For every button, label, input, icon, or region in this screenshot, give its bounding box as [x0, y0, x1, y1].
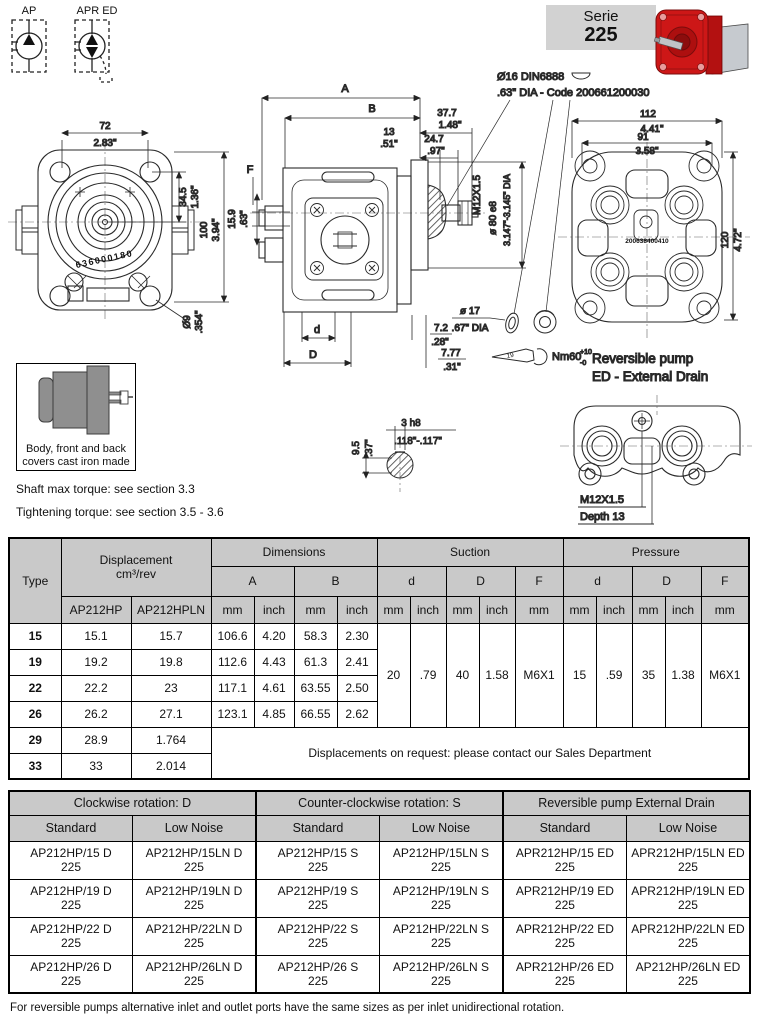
dim-label: ø 17 — [459, 306, 481, 317]
model-series: 225 — [307, 973, 328, 988]
table-row — [9, 841, 750, 879]
unit-header: mm — [294, 596, 337, 623]
dim-label: 112 — [640, 109, 656, 120]
model-cell — [132, 841, 255, 879]
dim-label: 2.83" — [93, 138, 117, 149]
table-cell: 22.2 — [61, 675, 131, 701]
col-header-low-noise: Low Noise — [379, 815, 503, 841]
model-cell — [626, 955, 750, 993]
pump-product-image — [650, 2, 755, 80]
model-series: 225 — [307, 898, 328, 912]
table-cell: 61.3 — [294, 649, 337, 675]
model-cell — [9, 879, 132, 917]
model-cell — [9, 917, 132, 955]
col-header-suction: Suction — [377, 538, 563, 566]
dim-label: .97" — [427, 146, 445, 157]
series-label: Serie — [583, 8, 619, 25]
unit-header: inch — [596, 596, 632, 623]
dim-label: 34.5 — [178, 187, 189, 207]
model-series: 225 — [183, 898, 204, 912]
unit-header: mm — [632, 596, 665, 623]
dim-label: 91 — [637, 132, 649, 143]
col-header-standard: Standard — [503, 815, 626, 841]
apr-ed-symbol — [75, 5, 118, 82]
series-badge — [546, 5, 656, 50]
unit-header: inch — [410, 596, 446, 623]
unit-header: mm — [515, 596, 563, 623]
washer-icon — [490, 312, 520, 334]
dim-label: 15.9 — [227, 209, 238, 229]
dim-label: .37" — [364, 439, 375, 457]
unit-header: mm — [377, 596, 410, 623]
table-cell: 1.38 — [665, 623, 701, 727]
table-cell: 26 — [9, 701, 61, 727]
ap-symbol — [12, 5, 46, 72]
side-dims-bottom — [284, 312, 426, 368]
side-dim-159 — [252, 194, 290, 245]
model-series: 225 — [554, 936, 575, 950]
table-cell: 33 — [61, 753, 131, 779]
dim-label: Ø9 — [182, 315, 193, 329]
dim-label: B — [368, 103, 376, 115]
model-cell — [379, 917, 503, 955]
table-cell: 2.50 — [337, 675, 377, 701]
dim-label: 3.94" — [211, 218, 222, 242]
dim-label: 120 — [720, 231, 731, 249]
table-cell: 19.2 — [61, 649, 131, 675]
table-row — [9, 917, 750, 955]
dim-label: .51" — [380, 139, 398, 150]
model-code: AP212HP/22LN S — [392, 922, 489, 936]
model-series: 225 — [554, 973, 575, 988]
model-code: APR212HP/22 ED — [515, 922, 614, 936]
dim-label: 24.7 — [424, 134, 444, 145]
dim-label: 1.48" — [438, 120, 462, 131]
model-series: 225 — [430, 898, 451, 912]
model-series: 225 — [677, 860, 698, 874]
model-code: AP212HP/15LN D — [145, 846, 243, 860]
cast-iron-pump-icon — [17, 364, 133, 436]
model-cell — [626, 841, 750, 879]
ap-symbol-label: AP — [21, 5, 37, 17]
table-cell: M6X1 — [701, 623, 749, 727]
dim-label: .67" DIA — [451, 323, 489, 334]
side-view — [227, 71, 650, 373]
model-series: 225 — [430, 936, 451, 950]
table-cell: 28.9 — [61, 727, 131, 753]
table-cell: 1.58 — [479, 623, 515, 727]
dim-label: 7.2 — [434, 323, 448, 334]
model-series: 225 — [60, 936, 81, 950]
drain-thread-label: M12X1.5 — [580, 494, 625, 506]
displacement-dimensions-table — [8, 537, 750, 780]
reversible-title-line1: Reversible pump — [592, 351, 694, 366]
model-code: AP212HP/26LN ED — [635, 959, 741, 974]
unit-header: mm — [446, 596, 479, 623]
model-series: 225 — [60, 973, 81, 988]
model-cell — [379, 955, 503, 993]
table-cell: 15 — [563, 623, 596, 727]
model-cell — [256, 917, 379, 955]
model-code: AP212HP/26LN S — [392, 959, 489, 974]
model-code: APR212HP/19 ED — [515, 884, 614, 898]
table-cell: 2.30 — [337, 623, 377, 649]
tightening-torque-note: Tightening torque: see section 3.5 - 3.6 — [16, 505, 224, 519]
material-info-box — [16, 363, 136, 471]
table-row — [9, 955, 750, 993]
dim-label: 1.36" — [190, 185, 201, 209]
displacements-note: Displacements on request: please contact our Sales Department — [211, 727, 749, 779]
col-header-ap212hpln: AP212HPLN — [131, 596, 211, 623]
dim-label: 3.58" — [635, 146, 659, 157]
table-cell: 26.2 — [61, 701, 131, 727]
dim-label: D — [309, 349, 317, 361]
dim-label: .31" — [443, 362, 461, 373]
table-cell: 66.55 — [294, 701, 337, 727]
model-code: AP212HP/26 S — [277, 959, 359, 974]
table-cell: 15 — [9, 623, 61, 649]
col-header-standard: Standard — [256, 815, 379, 841]
model-series: 225 — [677, 973, 698, 988]
model-code: AP212HP/15 D — [30, 846, 112, 860]
dim-label: 72 — [99, 121, 111, 132]
group-header-clockwise: Clockwise rotation: D — [9, 791, 256, 815]
table-cell: 2.014 — [131, 753, 211, 779]
table-cell: 40 — [446, 623, 479, 727]
model-series: 225 — [307, 936, 328, 950]
model-code: AP212HP/19 D — [30, 884, 112, 898]
front-part-code: 636000180 — [74, 248, 135, 271]
dim-label: .118"-.117" — [394, 436, 442, 447]
unit-header: mm — [563, 596, 596, 623]
table-row — [9, 727, 749, 753]
model-cell — [379, 841, 503, 879]
dim-label: d — [313, 324, 321, 336]
model-code: AP212HP/22LN D — [145, 922, 243, 936]
model-code: APR212HP/19LN ED — [631, 884, 745, 898]
table-cell: 58.3 — [294, 623, 337, 649]
wrench-icon — [492, 349, 547, 365]
unit-header: inch — [665, 596, 701, 623]
table-cell: 20 — [377, 623, 410, 727]
model-cell — [9, 955, 132, 993]
col-header-displacement — [61, 538, 211, 596]
table-cell: 27.1 — [131, 701, 211, 727]
dim-label: 37.7 — [437, 108, 457, 119]
table-cell: .59 — [596, 623, 632, 727]
group-header-counter-clockwise: Counter-clockwise rotation: S — [256, 791, 503, 815]
model-code: AP212HP/22 S — [277, 922, 359, 936]
model-cell — [256, 879, 379, 917]
col-header-dimensions: Dimensions — [211, 538, 377, 566]
table-cell: 35 — [632, 623, 665, 727]
model-series: 225 — [183, 860, 204, 874]
table-cell: 29 — [9, 727, 61, 753]
material-caption-line1: Body, front and back — [25, 443, 127, 455]
model-series: 225 — [677, 898, 698, 912]
key-note-line1: Ø16 DIN6888 — [497, 71, 565, 83]
key-icon — [572, 73, 590, 79]
model-series: 225 — [183, 973, 204, 988]
table-cell: 15.1 — [61, 623, 131, 649]
front-view — [8, 121, 229, 334]
model-code: AP212HP/26LN D — [145, 959, 243, 974]
model-series: 225 — [307, 860, 328, 874]
unit-header: inch — [337, 596, 377, 623]
torque-sub: -0 — [580, 360, 587, 367]
model-series: 225 — [430, 860, 451, 874]
model-cell — [503, 841, 626, 879]
table-cell: M6X1 — [515, 623, 563, 727]
dim-label: 9.5 — [351, 441, 362, 455]
table-cell: 33 — [9, 753, 61, 779]
dim-label: 7.77 — [441, 348, 461, 359]
dim-label: F — [246, 164, 254, 176]
col-header-d-big: D — [632, 566, 701, 596]
model-code: AP212HP/15 S — [277, 846, 359, 860]
dim-label: M12X1.5 — [472, 174, 483, 216]
dim-label: .63" — [239, 210, 250, 228]
unit-header: inch — [479, 596, 515, 623]
shaft-section-view — [351, 418, 456, 492]
unit-header: mm — [701, 596, 749, 623]
model-code: AP212HP/19LN D — [145, 884, 243, 898]
torque-label: Nm60 — [552, 351, 582, 363]
apr-ed-symbol-label: APR ED — [76, 5, 118, 17]
ordering-codes-table — [8, 790, 751, 994]
model-cell — [626, 917, 750, 955]
table-cell: 19 — [9, 649, 61, 675]
model-code: AP212HP/22 D — [30, 922, 112, 936]
table-cell: .79 — [410, 623, 446, 727]
rear-view — [558, 109, 750, 338]
dim-label: ø 80 e8 — [488, 201, 499, 235]
model-series: 225 — [554, 898, 575, 912]
table-cell: 106.6 — [211, 623, 254, 649]
model-code: APR212HP/15 ED — [515, 846, 614, 860]
dim-label: 3 h8 — [401, 418, 421, 429]
model-cell — [256, 955, 379, 993]
table-cell: 19.8 — [131, 649, 211, 675]
dim-label: 100 — [199, 221, 210, 239]
dim-label: .28" — [431, 337, 449, 348]
col-header-standard: Standard — [9, 815, 132, 841]
displacement-unit: cm³/rev — [116, 567, 156, 582]
table-cell: 112.6 — [211, 649, 254, 675]
displacement-title: Displacement — [99, 553, 173, 568]
col-header-low-noise: Low Noise — [132, 815, 255, 841]
col-header-d-big: D — [446, 566, 515, 596]
table-cell: 22 — [9, 675, 61, 701]
table-row — [9, 623, 749, 649]
model-code: APR212HP/15LN ED — [631, 846, 745, 860]
col-header-b: B — [294, 566, 377, 596]
model-cell — [9, 841, 132, 879]
table-row — [9, 879, 750, 917]
col-header-type: Type — [9, 538, 61, 623]
model-series: 225 — [60, 898, 81, 912]
group-header-reversible: Reversible pump External Drain — [503, 791, 750, 815]
model-code: APR212HP/22LN ED — [631, 922, 745, 936]
shaft-torque-note: Shaft max torque: see section 3.3 — [16, 482, 195, 496]
table-cell: 23 — [131, 675, 211, 701]
model-cell — [132, 879, 255, 917]
col-header-d-small: d — [377, 566, 446, 596]
table-cell: 2.41 — [337, 649, 377, 675]
col-header-f: F — [701, 566, 749, 596]
dim-label: 3.147"-3.145" DIA — [502, 174, 512, 246]
col-header-f: F — [515, 566, 563, 596]
col-header-low-noise: Low Noise — [626, 815, 750, 841]
model-code: AP212HP/19LN S — [392, 884, 489, 898]
model-series: 225 — [60, 860, 81, 874]
model-cell — [379, 879, 503, 917]
model-code: AP212HP/26 D — [30, 959, 112, 974]
dim-label: 13 — [383, 127, 395, 138]
model-code: AP212HP/19 S — [277, 884, 359, 898]
dim-label: A — [341, 83, 349, 95]
nut-icon — [534, 310, 556, 333]
model-code: AP212HP/15LN S — [392, 846, 489, 860]
model-series: 225 — [554, 860, 575, 874]
unit-header: inch — [254, 596, 294, 623]
table-cell: 4.61 — [254, 675, 294, 701]
unit-header: mm — [211, 596, 254, 623]
model-cell — [256, 841, 379, 879]
col-header-a: A — [211, 566, 294, 596]
table-cell: 117.1 — [211, 675, 254, 701]
reversible-title-line2: ED - External Drain — [592, 369, 709, 384]
model-cell — [503, 879, 626, 917]
col-header-ap212hp: AP212HP — [61, 596, 131, 623]
torque-sup: +10 — [580, 349, 592, 356]
model-cell — [132, 955, 255, 993]
rear-part-code: 200638400410 — [625, 238, 669, 245]
footer-note: For reversible pumps alternative inlet and outlet ports have the same sizes as per inlet unidirectional rotation. — [10, 1002, 565, 1014]
material-caption-line2: covers cast iron made — [22, 456, 130, 468]
model-code: APR212HP/26 ED — [515, 959, 614, 974]
model-series: 225 — [430, 973, 451, 988]
drain-depth-label: Depth 13 — [580, 511, 625, 523]
table-cell: 123.1 — [211, 701, 254, 727]
key-note-line2: .63" DIA - Code 200661200030 — [497, 87, 650, 99]
model-series: 225 — [677, 936, 698, 950]
dim-label: .354" — [194, 310, 205, 334]
table-cell: 15.7 — [131, 623, 211, 649]
model-cell — [132, 917, 255, 955]
dim-label: 4.72" — [733, 228, 744, 252]
reversible-drain-view — [560, 351, 752, 524]
table-cell: 2.62 — [337, 701, 377, 727]
table-cell: 4.20 — [254, 623, 294, 649]
wrench-size-label: 19 — [506, 351, 515, 360]
col-header-pressure: Pressure — [563, 538, 749, 566]
model-cell — [503, 917, 626, 955]
table-cell: 4.43 — [254, 649, 294, 675]
series-number: 225 — [584, 24, 618, 46]
table-cell: 1.764 — [131, 727, 211, 753]
col-header-d-small: d — [563, 566, 632, 596]
model-cell — [503, 955, 626, 993]
table-cell: 4.85 — [254, 701, 294, 727]
table-cell: 63.55 — [294, 675, 337, 701]
material-caption — [17, 443, 135, 469]
model-cell — [626, 879, 750, 917]
dim-label: 4.41" — [640, 124, 664, 135]
model-series: 225 — [183, 936, 204, 950]
